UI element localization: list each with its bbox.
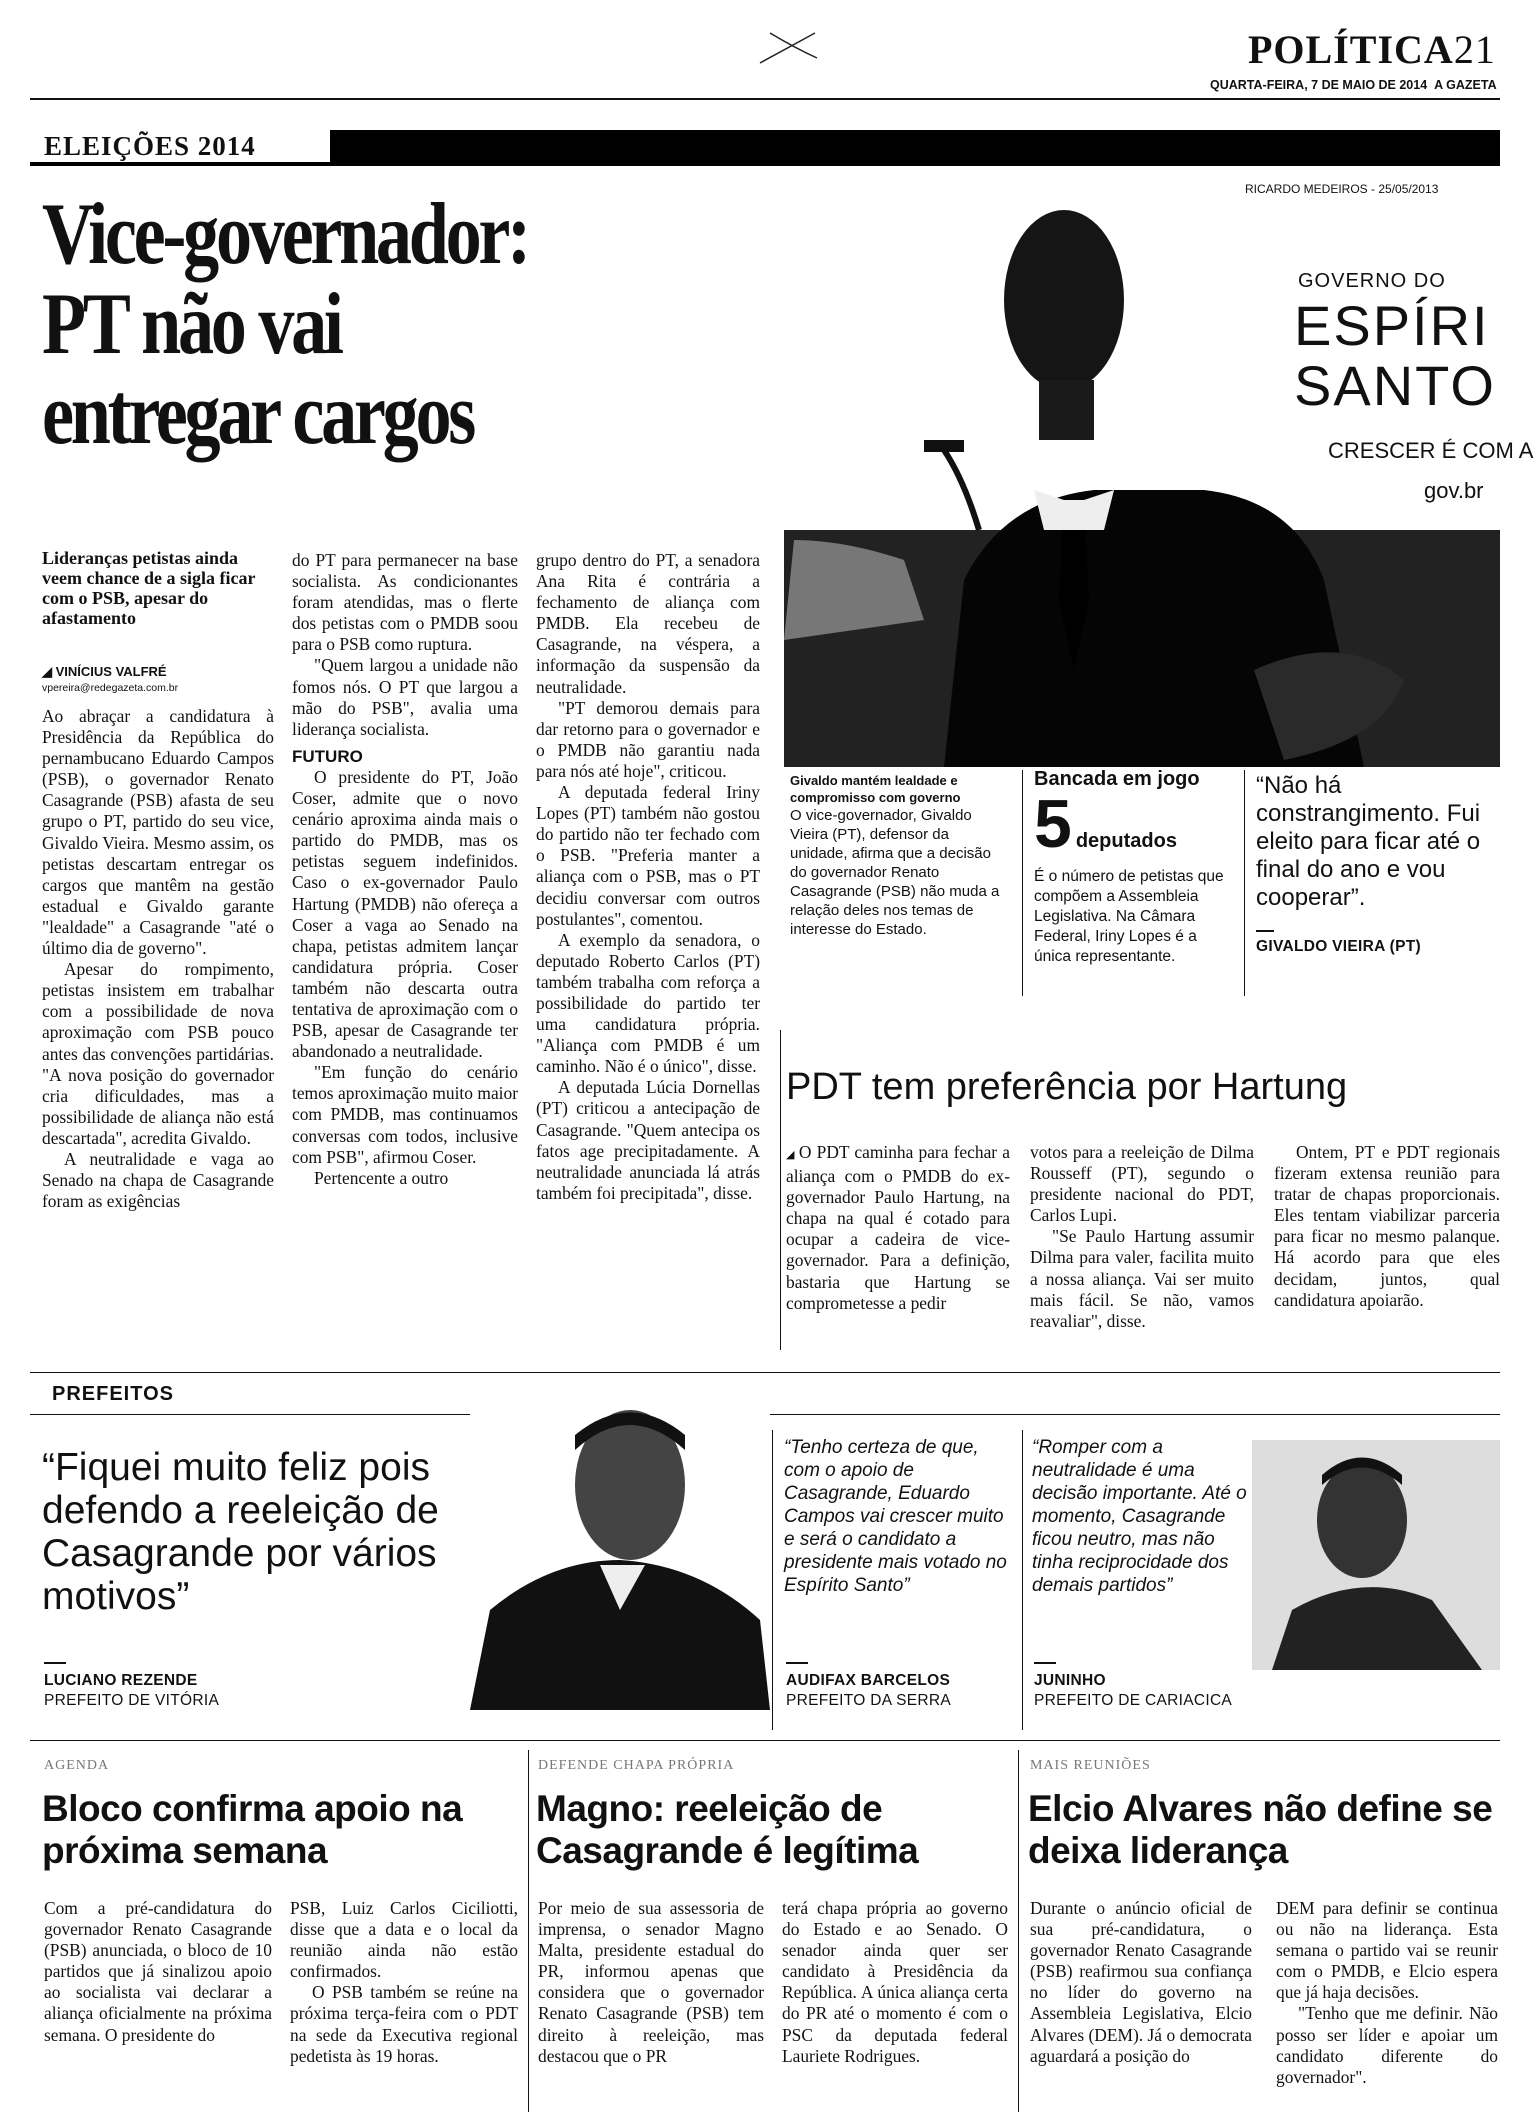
aud-divider [772, 1430, 773, 1730]
headline-line-1: Vice-governador: [42, 186, 528, 283]
magno-p1: Por meio de sua assessoria de imprensa, o senador Magno Malta, presidente estadual do PR, informou apenas que considera que o governador Renato Casagrande (PSB) tem direito à reeleição, mas destacou que o PR [538, 1898, 764, 2066]
agenda-p2: PSB, Luiz Carlos Ciciliotti, disse que a data e o local da reunião ainda não estão confirmados. [290, 1898, 518, 1982]
dash-juninho [1034, 1662, 1056, 1664]
quote-rezende: “Fiquei muito feliz pois defendo a reeleição de Casagrande por vários motivos” [42, 1446, 439, 1618]
name-juninho: JUNINHO [1034, 1672, 1106, 1689]
pdt-c3: Ontem, PT e PDT regionais fizeram extensa reunião para tratar de chapas proporcionais. Eles tentam viabilizar parceria para ficar no mesmo palanque. Há acordo para que eles decidam, juntos, qual candidatura apoiarão. [1274, 1142, 1500, 1310]
role-juninho: PREFEITO DE CARIACICA [1034, 1692, 1233, 1709]
agenda-p3: O PSB também se reúne na próxima terça-feira com o PDT na sede da Executiva regional pedetista às 19 horas. [290, 1982, 518, 2066]
elcio-p2: DEM para definir se continua ou não na liderança. Esta semana o partido vai se reunir com o PMDB, e Elcio espera que já haja decisões. [1276, 1898, 1498, 2003]
caption-bold: Givaldo mantém lealdade e compromisso com governo [790, 773, 961, 805]
magno-col-1 [538, 1898, 764, 2067]
main-photo [784, 200, 1534, 767]
photo-juninho [1252, 1440, 1500, 1670]
pdt-c1: ◢ O PDT caminha para fechar a aliança com o PMDB do ex-governador Paulo Hartung, na chapa na qual é cotado para ocupar a cadeira de vice-governador. Para a definição, bastaria que Hartung se comprometesse a pedir [786, 1142, 1010, 1313]
quote-dash [1256, 930, 1274, 932]
box-title: Bancada em jogo [1034, 768, 1200, 790]
agenda-p1: Com a pré-candidatura do governador Renato Casagrande (PSB) anunciada, o bloco de 10 partidos que já sinalizou apoio ao socialista vai declarar a aliança oficialmente na próxima semana. O presidente do [44, 1898, 272, 2045]
dash-audifax [786, 1662, 808, 1664]
kicker-elcio: MAIS REUNIÕES [1030, 1758, 1151, 1773]
col3-p5: A deputada Lúcia Dornellas (PT) criticou a antecipação de Casagrande. "Quem antecipa os fatos age precipitadamente. A neutralidade anunciada lá atrás também foi precipitada", disse. [536, 1077, 760, 1203]
agenda-col-1 [44, 1898, 272, 2046]
col2-p1: do PT para permanecer na base socialista. As condicionantes foram atendidas, mas o flerte dos petistas com o PMDB soou para o PSB como ruptura. [292, 550, 518, 655]
headline-magno: Magno: reeleição de Casagrande é legítima [536, 1788, 919, 1871]
lead-text: Lideranças petistas ainda veem chance de a sigla ficar com o PSB, apesar do afastamento [42, 548, 256, 628]
photo-credit: RICARDO MEDEIROS - 25/05/2013 [1245, 182, 1439, 196]
col3-p2: "PT demorou demais para dar retorno para o governador e o PMDB não garantiu nada para nós até hoje", criticou. [536, 697, 760, 781]
name-rezende: LUCIANO REZENDE [44, 1672, 198, 1689]
sign-line-2: ESPÍRI [1294, 294, 1490, 357]
box-text: É o número de petistas que compõem a Assembleia Legislativa. Na Câmara Federal, Iriny Lopes é a única representante. [1034, 868, 1224, 965]
quote-text: “Não há constrangimento. Fui eleito para ficar até o final do ano e vou cooperar”. [1256, 772, 1481, 911]
pdt-column-3 [1274, 1142, 1500, 1311]
caption-divider [1022, 770, 1023, 996]
sign-line-5: gov.br [1424, 478, 1484, 503]
photo-caption [790, 772, 1010, 939]
col1-p2: Apesar do rompimento, petistas insistem em trabalhar com a possibilidade de nova aproximação com PSB pouco antes das convenções partidárias. "A nova posição do governador cria dificuldades, mas a possibilidade de aliança não está descartada", acredita Givaldo. [42, 959, 274, 1148]
headline-line-2: PT não vai [42, 276, 341, 373]
headline-elcio: Elcio Alvares não define se deixa liderança [1028, 1788, 1493, 1871]
page-number: 21 [1453, 27, 1496, 72]
pdt-headline: PDT tem preferência por Hartung [786, 1066, 1348, 1108]
kicker-magno: DEFENDE CHAPA PRÓPRIA [538, 1758, 735, 1773]
paper-name: A GAZETA [1434, 78, 1497, 92]
pdt-column-1 [786, 1142, 1010, 1314]
prefeitos-label: PREFEITOS [52, 1383, 174, 1405]
pdt-c2: votos para a reeleição de Dilma Rousseff (PT), segundo o presidente nacional do PDT, Carlos Lupi. [1030, 1142, 1254, 1226]
elcio-p3: "Tenho que me definir. Não posso ser líder e apoiar um candidato diferente do governador". [1276, 2003, 1498, 2087]
photo-rezende [470, 1390, 770, 1710]
col2-p5: Pertencente a outro [314, 1167, 449, 1188]
main-headline [42, 186, 802, 463]
elcio-p1: Durante o anúncio oficial de sua pré-candidatura, o governador Renato Casagrande (PSB) reafirmou sua confiança no líder do governo na Assembleia Legislativa, Elcio Alvares (DEM). Já o democrata aguardará a posição do [1030, 1898, 1252, 2066]
col3-p4: A exemplo da senadora, o deputado Roberto Carlos (PT) também trabalha com reforça a possibilidade do partido ter uma candidatura própria. "Aliança com PMDB é um caminho. Não é o único", disse. [536, 929, 760, 1077]
author: ◢ VINÍCIUS VALFRÉ [42, 664, 167, 679]
sign-line-4: CRESCER É COM A [1328, 438, 1534, 463]
name-audifax: AUDIFAX BARCELOS [786, 1672, 951, 1689]
role-audifax: PREFEITO DA SERRA [786, 1692, 952, 1709]
box-figure [1034, 786, 1238, 862]
pull-quote [1256, 772, 1496, 956]
agenda-col-2 [290, 1898, 518, 2067]
jun-divider [1022, 1430, 1023, 1730]
headline-line-3: entregar cargos [42, 366, 474, 463]
quote-audifax: “Tenho certeza de que, com o apoio de Casagrande, Eduardo Campos vai crescer muito e será o candidato a presidente mais votado no Espírito Santo” [784, 1437, 1007, 1596]
column-3 [536, 550, 760, 1204]
role-rezende: PREFEITO DE VITÓRIA [44, 1692, 220, 1709]
box-divider [1244, 770, 1245, 996]
magno-divider [528, 1750, 529, 2112]
col3-p3: A deputada federal Iriny Lopes (PT) também não gostou do partido não ter fechado com o PSB. "Preferia manter a aliança com o PSB, mas o PT decidiu conversar com outros postulantes", comentou. [536, 782, 760, 929]
column-2 [292, 550, 518, 1189]
pdt-arrow-icon: ◢ [786, 1149, 799, 1161]
prefeitos-rule [30, 1372, 1500, 1373]
caption-text: O vice-governador, Givaldo Vieira (PT), defensor da unidade, afirma que a decisão do governador Renato Casagrande (PSB) não muda a relação deles nos temas de interesse do Estado. [790, 807, 1000, 938]
quote-author: GIVALDO VIEIRA (PT) [1256, 938, 1422, 955]
elcio-col-2 [1276, 1898, 1498, 2088]
author-arrow-icon: ◢ [42, 664, 56, 679]
headline-agenda: Bloco confirma apoio na próxima semana [42, 1788, 463, 1871]
banner-label: ELEIÇÕES 2014 [44, 131, 256, 161]
col1-p1: Ao abraçar a candidatura à Presidência da República do pernambucano Eduardo Campos (PSB), o governador Renato Casagrande (PSB) afasta de seu grupo o PT, partido do seu vice, Givaldo Vieira. Mesmo assim, os petistas descartam entregar os cargos que mantêm na gestão estadual e Givaldo garante "lealdade" a Casagrande "até o último dia de governo". [42, 706, 274, 959]
bottom-rule [30, 1740, 1500, 1741]
sign-line-3: SANTO [1294, 354, 1496, 417]
section-title: POLÍTICA21 [1248, 27, 1496, 72]
magno-col-2 [782, 1898, 1008, 2067]
col2-p3: O presidente do PT, João Coser, admite que o novo cenário aproxima ainda mais o partido do PMDB, mas os petistas seguem indefinidos. Caso o ex-governador Paulo Hartung (PMDB) não ofereça a Coser a vaga ao Senado na chapa, petistas admitem lançar candidatura própria. Coser também não descarta outra tentativa de aproximação com o PSB, apesar de Casagrande ter abandonado a neutralidade. [292, 766, 518, 1062]
box-unit: deputados [1075, 830, 1177, 852]
pdt-divider [780, 1030, 781, 1350]
dateline: QUARTA-FEIRA, 7 DE MAIO DE 2014 A GAZETA [1210, 78, 1497, 92]
magno-p2: terá chapa própria ao governo do Estado e ao Senado. O senador ainda quer ser candidato à Presidência da República. A única aliança certa do PR até o momento é com o PSC da deputada federal Lauriete Rodrigues. [782, 1898, 1008, 2066]
col2-p4: "Em função do cenário temos aproximação muito maior com PMDB, mas continuamos conversas com todos, inclusive com PSB", afirmou Coser. [292, 1062, 518, 1167]
box-number: 5 [1034, 786, 1072, 862]
col2-subhead: FUTURO [292, 746, 363, 766]
section-banner [30, 128, 1500, 166]
col1-p3: A neutralidade e vaga ao Senado na chapa de Casagrande foram as exigências [42, 1148, 274, 1212]
quote-juninho: “Romper com a neutralidade é uma decisão importante. Até o momento, Casagrande ficou neutro, mas não tinha reciprocidade dos demais partidos” [1032, 1437, 1247, 1596]
col3-p1: grupo dentro do PT, a senadora Ana Rita é contrária a fechamento de aliança com PMDB. Ela recebeu de Casagrande, na véspera, a informação da suspensão da neutralidade. [536, 550, 760, 697]
author-email: vpereira@redegazeta.com.br [42, 682, 179, 694]
pdt-c2b: "Se Paulo Hartung assumir Dilma para valer, facilita muito a nossa aliança. Vai ser muito mais fácil. Se não, vamos reavaliar", disse. [1030, 1226, 1254, 1331]
col2-p2: "Quem largou a unidade não fomos nós. O PT que largou a mão do PSB", avalia uma liderança socialista. [292, 655, 518, 739]
kicker-agenda: AGENDA [44, 1758, 110, 1773]
column-1 [42, 706, 274, 1212]
pdt-column-2 [1030, 1142, 1254, 1332]
dash-rezende [44, 1662, 66, 1664]
info-box [1034, 768, 1238, 967]
sign-line-1: GOVERNO DO [1298, 270, 1446, 292]
header-rule [30, 98, 1500, 100]
elcio-col-1 [1030, 1898, 1252, 2067]
scribble-mark [755, 28, 825, 68]
elcio-divider [1018, 1750, 1019, 2112]
